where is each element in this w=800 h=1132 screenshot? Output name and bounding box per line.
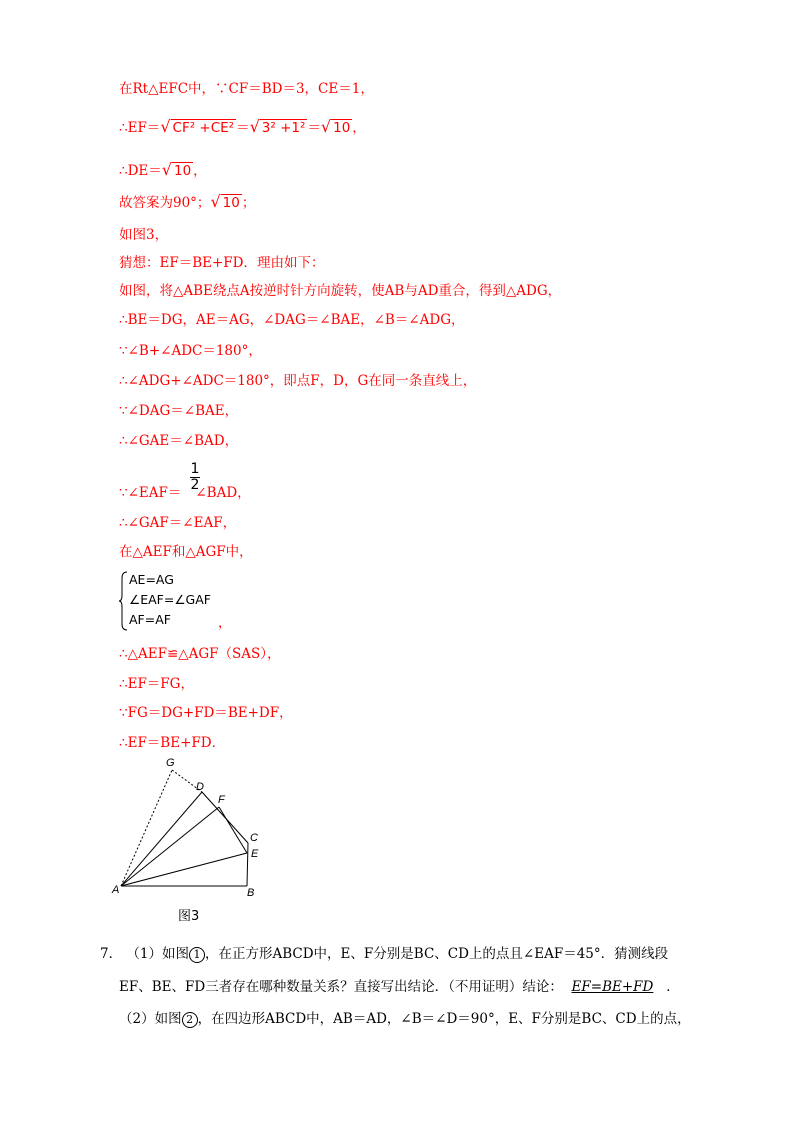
- question-line: 7． （1）如图 1 ，在正方形ABCD中，E、F分别是BC、CD上的点且∠EAF＝45°．猜测线段: [100, 946, 669, 962]
- solution-line: ∴EF＝BE+FD．: [119, 735, 226, 751]
- line-ad: [121, 792, 202, 886]
- solution-line: ∴∠GAF＝∠EAF，: [119, 515, 237, 531]
- solution-line: ∴△AEF≌△AGF（SAS），: [119, 646, 281, 662]
- equation-system: [119, 570, 229, 632]
- solution-line: ∵FG＝DG+FD＝BE+DF，: [119, 705, 293, 721]
- line-ag: [121, 770, 172, 886]
- solution-line: 如图3，: [119, 227, 169, 243]
- point-label-c: C: [250, 832, 258, 844]
- fraction-one-half: $\frac{1}{2}$: [190, 461, 200, 493]
- sqrt-expression: √ CF² +CE²: [160, 117, 235, 136]
- answer-blank: EF=BE+FD: [571, 979, 654, 995]
- figure-caption: 图3: [178, 909, 200, 924]
- sqrt-expression: √ 10: [320, 117, 351, 136]
- solution-line: ∵∠B+∠ADC＝180°，: [119, 343, 262, 359]
- solution-line-ef: ∴EF＝√ CF² +CE² ＝√ 3² +1² ＝√ 10 ，: [119, 117, 366, 136]
- line-cb: [247, 843, 248, 886]
- solution-line: 如图，将△ABE绕点A按逆时针方向旋转，使AB与AD重合，得到△ADG，: [119, 283, 562, 299]
- point-label-e: E: [251, 848, 259, 860]
- solution-line: 在△AEF和△AGF中，: [119, 544, 253, 560]
- solution-line: 猜想：EF＝BE+FD．理由如下：: [119, 255, 325, 271]
- question-line: （2）如图 2 ，在四边形ABCD中，AB＝AD，∠B＝∠D＝90°，E、F分别是BC、CD上的点，: [119, 1011, 691, 1027]
- system-row: AF=AF: [129, 612, 171, 627]
- geometry-figure: [110, 755, 280, 900]
- line-ae: [121, 853, 247, 886]
- solution-line: ∴∠GAE＝∠BAD，: [119, 433, 239, 449]
- sqrt-expression: √ 3² +1²: [249, 117, 306, 136]
- line-fe: [219, 807, 247, 853]
- point-label-d: D: [196, 781, 204, 793]
- solution-line: ∴EF＝FG，: [119, 676, 194, 692]
- solution-line: ∴∠ADG+∠ADC＝180°，即点F，D，G在同一条直线上，: [119, 373, 477, 389]
- solution-line-de: ∴DE＝√ 10 ，: [119, 160, 207, 179]
- system-row: ∠EAF=∠GAF: [129, 592, 211, 607]
- point-label-a: A: [112, 884, 120, 896]
- point-label-f: F: [218, 794, 225, 806]
- solution-line-answer: 故答案为90°；√ 10 ；: [119, 192, 256, 211]
- line-af: [121, 807, 219, 886]
- circled-number: 2: [182, 1012, 198, 1028]
- solution-line: 在Rt△EFC中，∵CF＝BD＝3，CE＝1，: [119, 81, 374, 97]
- solution-line: ∵∠DAG＝∠BAE，: [119, 403, 239, 419]
- question-number: 7．: [100, 946, 123, 962]
- solution-line: ∴BE＝DG，AE＝AG，∠DAG＝∠BAE，∠B＝∠ADG，: [119, 312, 465, 328]
- point-label-g: G: [166, 757, 175, 769]
- system-comma: ，: [218, 615, 232, 631]
- left-brace-icon: [119, 570, 129, 632]
- ef-prefix: ∴EF＝: [119, 120, 161, 136]
- question-line: EF、BE、FD三者存在哪种数量关系？直接写出结论．（不用证明）结论： EF=BE+FD ．: [119, 979, 680, 995]
- sqrt-expression: √ 10: [210, 192, 240, 211]
- sqrt-expression: √ 10: [161, 160, 192, 179]
- point-label-b: B: [247, 887, 255, 899]
- system-row: AE=AG: [129, 572, 174, 587]
- solution-line-eaf: ∵∠EAF＝ ∠BAD，: [119, 485, 251, 501]
- circled-number: 1: [189, 947, 205, 963]
